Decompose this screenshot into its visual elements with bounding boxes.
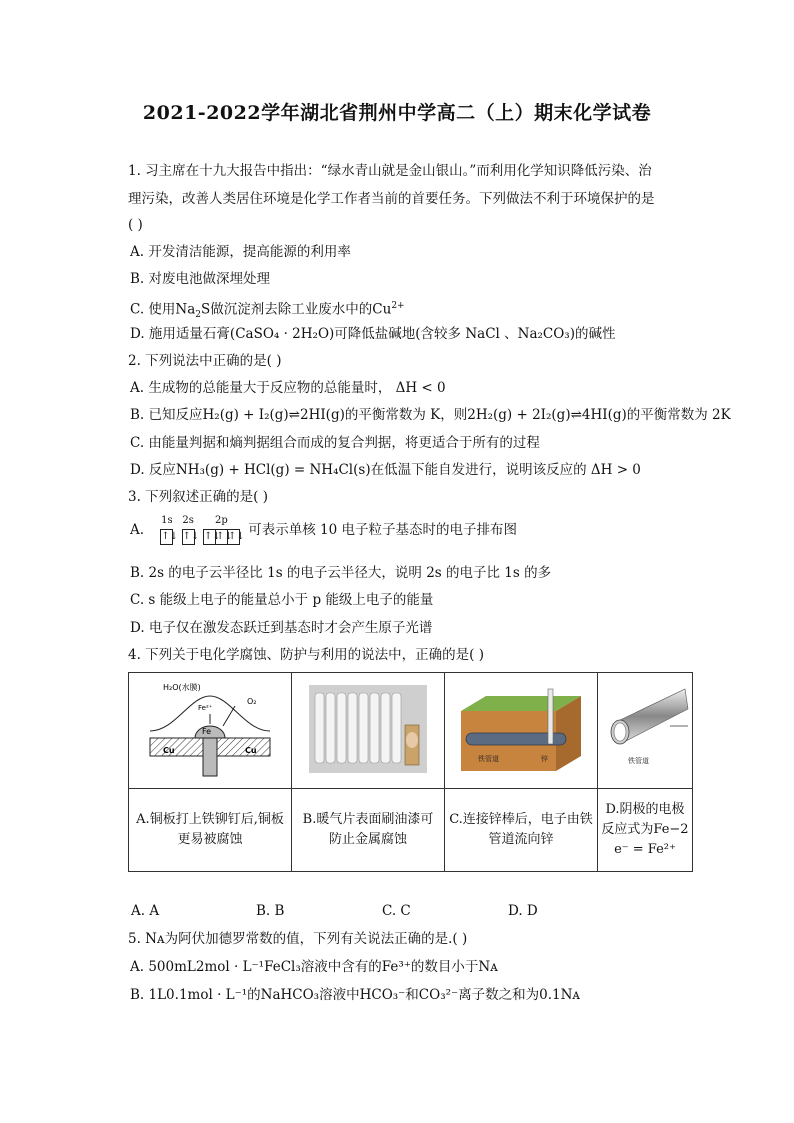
fe-label: Fe [202, 727, 212, 736]
q1-option-b: B. 对废电池做深埋处理 [130, 271, 271, 287]
q3-option-c: C. s 能级上电子的能量总小于 p 能级上电子的能量 [130, 592, 434, 608]
q3-option-b: B. 2s 的电子云半径比 1s 的电子云半径大，说明 2s 的电子比 1s 的多 [130, 565, 552, 581]
q4-stem: 4. 下列关于电化学腐蚀、防护与利用的说法中，正确的是( ) [128, 647, 484, 663]
pipe-label-d: 铁管道 [628, 757, 649, 765]
q4-caption-c: C.连接锌棒后，电子由铁 管道流向锌 [445, 789, 598, 872]
q4-figure-table [128, 672, 693, 872]
q5-option-a: A. 500mL2mol · L⁻¹FeCl₃溶液中含有的Fe³⁺的数目小于Nᴀ [130, 959, 498, 975]
q4-image-d [598, 673, 693, 789]
fe2-label: Fe²⁺ [198, 704, 213, 712]
q4-choice-b: B. B [256, 903, 285, 919]
q4-image-c [445, 673, 598, 789]
q1-stem-line2: 理污染，改善人类居住环境是化学工作者当前的首要任务。下列做法不利于环境保护的是 [128, 191, 655, 207]
q4-image-a [129, 673, 292, 789]
q5-option-b: B. 1L0.1mol · L⁻¹的NaHCO₃溶液中HCO₃⁻和CO₃²⁻离子数之和为0.1Nᴀ [130, 987, 581, 1003]
orbital-1s: 1s ↑↓ [160, 516, 173, 545]
pipe-label: 铁管道 [478, 755, 499, 763]
q4-choice-d: D. D [508, 903, 538, 919]
q2-option-b: B. 已知反应H₂(g) + I₂(g)⇌2HI(g)的平衡常数为 K，则2H₂(g) + 2I₂(g)⇌4HI(g)的平衡常数为 2K [130, 407, 731, 423]
q3-option-d: D. 电子仅在激发态跃迁到基态时才会产生原子光谱 [130, 620, 433, 636]
q3-stem: 3. 下列叙述正确的是( ) [128, 489, 268, 505]
q1-option-a: A. 开发清洁能源，提高能源的利用率 [130, 244, 351, 260]
zinc-label: 锌 [541, 755, 548, 763]
orbital-2p: 2p ↑↓ ↑↓ ↑↓ [203, 516, 240, 545]
cu-label-left: Cu [163, 746, 175, 755]
q4-caption-a: A.铜板打上铁铆钉后,铜板 更易被腐蚀 [129, 789, 292, 872]
orbital-2s: 2s ↑↓ [182, 516, 195, 545]
q2-option-d: D. 反应NH₃(g) + HCl(g) = NH₄Cl(s)在低温下能自发进行，说明该反应的 ΔH > 0 [130, 462, 641, 478]
q3-option-a: A. 1s ↑↓ 2s ↑↓ 2p ↑↓ ↑↓ ↑↓ 可表示单核 10 电子粒子基态时的电子排布图 [130, 516, 517, 545]
q1-stem-line3: ( ) [128, 217, 143, 233]
q4-image-b [292, 673, 445, 789]
q4-caption-d: D.阴极的电极 反应式为Fe−2 e⁻ = Fe²⁺ [598, 789, 693, 872]
q2-option-a: A. 生成物的总能量大于反应物的总能量时， ΔH < 0 [130, 380, 446, 396]
q1-stem-line1: 1. 习主席在十九大报告中指出：“绿水青山就是金山银山。”而利用化学知识降低污染、治 [128, 163, 652, 179]
page-title: 2021-2022学年湖北省荆州中学高二（上）期末化学试卷 [142, 102, 652, 124]
q5-stem: 5. Nᴀ为阿伏加德罗常数的值，下列有关说法正确的是.( ) [128, 931, 468, 947]
q1-option-c: C. 使用$Na_2S$做沉淀剂去除工业废水中的$Cu^{2+}$ [130, 301, 405, 321]
cu-label-right: Cu [245, 746, 257, 755]
o2-label: O₂ [247, 697, 257, 706]
q2-stem: 2. 下列说法中正确的是( ) [128, 353, 282, 369]
water-film-label: H₂O(水膜) [163, 683, 201, 692]
q4-choice-a: A. A [131, 903, 160, 919]
q4-caption-b: B.暖气片表面刷油漆可 防止金属腐蚀 [292, 789, 445, 872]
q1-option-d: D. 施用适量石膏(CaSO₄ · 2H₂O)可降低盐碱地(含较多 NaCl 、Na₂CO₃)的碱性 [130, 326, 616, 342]
q2-option-c: C. 由能量判据和熵判据组合而成的复合判据，将更适合于所有的过程 [130, 435, 540, 451]
q4-choice-c: C. C [382, 903, 411, 919]
